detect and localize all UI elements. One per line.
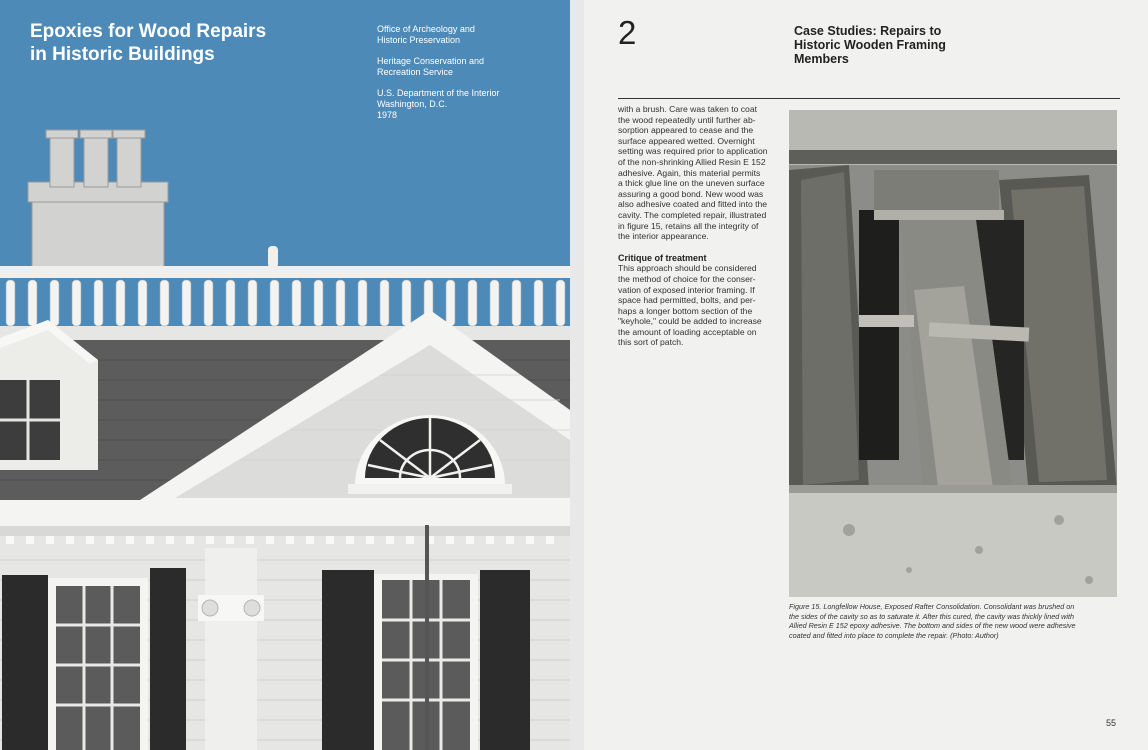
caption-line: Figure 15. Longfellow House, Exposed Rafter Consolidation. Consolidant was brushed on	[789, 602, 1075, 611]
chapter-title	[794, 24, 994, 66]
body-line: space had permitted, bolts, and per-	[618, 295, 756, 306]
body-line: the method of choice for the conser-	[618, 273, 756, 284]
section-heading: Critique of treatment	[618, 252, 707, 263]
caption-line: the sides of the cavity so as to saturate it. After this cured, the cavity was thickly lined with	[789, 611, 1074, 621]
body-line: cavity. The completed repair, illustrated	[618, 209, 767, 220]
publisher-line: Recreation Service	[377, 67, 454, 77]
pilaster	[198, 548, 264, 750]
body-line: the interior appearance.	[618, 231, 709, 242]
department-name	[377, 88, 562, 121]
publisher-block	[377, 24, 562, 131]
caption-line: Allied Resin E 152 epoxy adhesive. The bottom and sides of the new wood were adhesive	[789, 621, 1076, 631]
spine-gutter	[570, 0, 584, 750]
body-text	[618, 104, 778, 348]
cover-title-line: in Historic Buildings	[30, 44, 215, 65]
page-number: 55	[1106, 718, 1117, 728]
body-line: in figure 15, retains all the integrity of	[618, 220, 759, 231]
body-line: the wood repeatedly until further ab-	[618, 114, 756, 125]
body-line: "keyhole," could be added to increase	[618, 316, 762, 327]
cornice	[0, 500, 570, 528]
publisher-line: U.S. Department of the Interior	[377, 88, 500, 98]
caption-line: coated and fitted into place to complete the repair. (Photo: Author)	[789, 630, 999, 640]
body-line: also adhesive coated and fitted into the	[618, 199, 768, 210]
publisher-line: Washington, D.C.	[377, 99, 448, 109]
body-line: of the non-shrinking Allied Resin E 152	[618, 156, 766, 167]
body-line: haps a longer bottom section of the	[618, 305, 753, 316]
body-line: vation of exposed interior framing. If	[618, 284, 755, 295]
body-line: with a brush. Care was taken to coat	[618, 104, 758, 114]
body-line: this sort of patch.	[618, 337, 684, 348]
publication-year: 1978	[377, 110, 398, 120]
office-name	[377, 24, 562, 46]
chapter-number: 2	[618, 14, 637, 51]
body-line: setting was required prior to application	[618, 146, 768, 157]
left-window	[2, 568, 186, 750]
book-cover	[0, 0, 570, 750]
book-page	[584, 0, 1148, 750]
body-line: a thick glue line on the uneven surface	[618, 178, 765, 189]
cover-title-line: Epoxies for Wood Repairs	[30, 21, 267, 42]
header-rule	[618, 98, 1120, 99]
body-line: assuring a good bond. New wood was	[618, 188, 764, 199]
body-line: surface appeared wetted. Overnight	[618, 135, 755, 146]
publisher-line: Office of Archeology and	[377, 24, 475, 34]
body-line: adhesive. Again, this material permits	[618, 167, 761, 178]
chapter-title-line: Members	[794, 52, 849, 66]
figure-caption	[789, 602, 1119, 640]
cover-title	[30, 20, 266, 66]
figure-photo	[789, 110, 1117, 597]
chapter-title-line: Historic Wooden Framing	[794, 38, 946, 52]
publisher-line: Heritage Conservation and	[377, 56, 485, 66]
publisher-line: Historic Preservation	[377, 35, 461, 45]
service-name	[377, 56, 562, 78]
body-line: This approach should be considered	[618, 263, 757, 274]
body-line: the amount of loading acceptable on	[618, 326, 757, 337]
body-line: sorption appeared to cease and the	[618, 125, 754, 136]
chapter-title-line: Case Studies: Repairs to	[794, 24, 942, 38]
